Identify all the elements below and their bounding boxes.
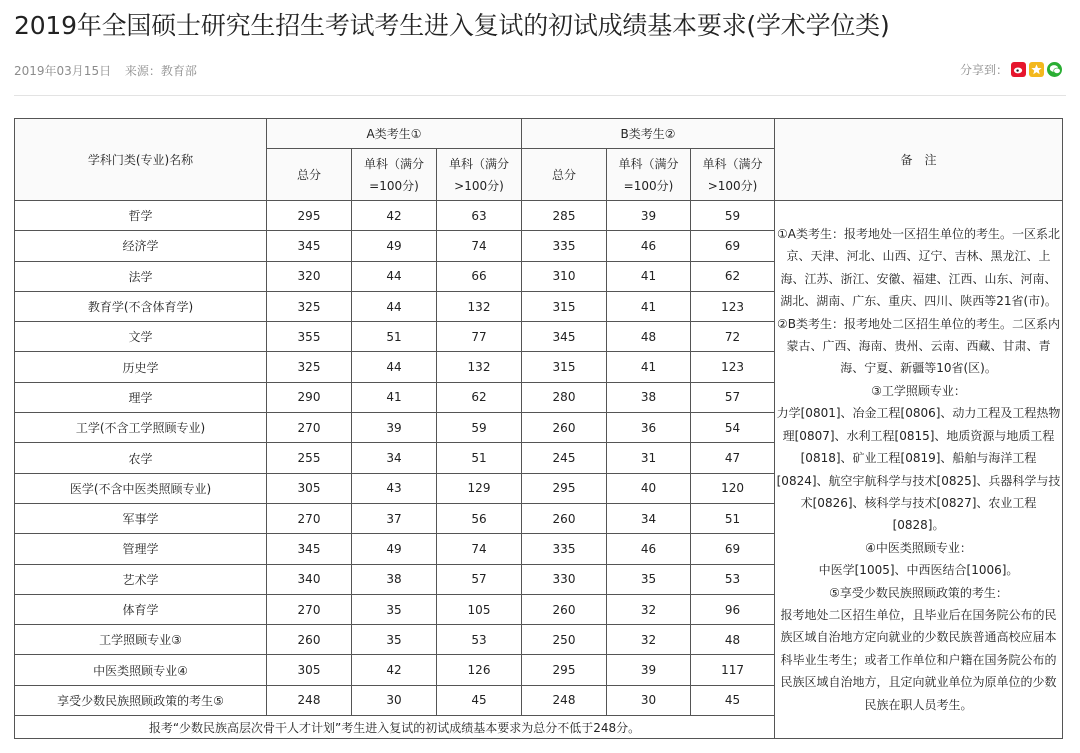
subject-name-cell: 历史学 [15,352,267,382]
a-single100-cell: 38 [352,564,437,594]
note-paragraph: ①A类考生：报考地处一区招生单位的考生。一区系北京、天津、河北、山西、辽宁、吉林、黑龙江、上海、江苏、浙江、安徽、福建、江西、山东、河南、湖北、湖南、广东、重庆、四川、陕西等21省(市)。 [777,227,1061,309]
a-single100-cell: 49 [352,231,437,261]
a-single-gt100-cell: 53 [437,625,522,655]
a-single-gt100-cell: 45 [437,685,522,715]
a-total-cell: 325 [267,291,352,321]
b-single-gt100-cell: 54 [691,413,775,443]
b-single100-cell: 48 [607,322,691,352]
share-label: 分享到： [959,63,1008,77]
a-total-cell: 355 [267,322,352,352]
a-total-cell: 305 [267,473,352,503]
a-single100-cell: 35 [352,625,437,655]
a-single100-cell: 34 [352,443,437,473]
b-total-cell: 285 [522,201,607,231]
b-total-cell: 260 [522,594,607,624]
a-single-gt100-cell: 129 [437,473,522,503]
a-total-cell: 270 [267,413,352,443]
a-single-gt100-cell: 77 [437,322,522,352]
a-single100-cell: 51 [352,322,437,352]
a-total-cell: 255 [267,443,352,473]
footnote: 报考“少数民族高层次骨干人才计划”考生进入复试的初试成绩基本要求为总分不低于248分。 [15,716,775,739]
article-meta [14,62,197,79]
b-total-cell: 335 [522,534,607,564]
b-single100-cell: 46 [607,231,691,261]
a-total-cell: 290 [267,382,352,412]
a-single-gt100-cell: 63 [437,201,522,231]
a-total-cell: 345 [267,231,352,261]
subject-name-cell: 农学 [15,443,267,473]
b-total-cell: 310 [522,261,607,291]
a-single100-cell: 35 [352,594,437,624]
b-total-cell: 248 [522,685,607,715]
a-single100-cell: 42 [352,201,437,231]
table-row [15,201,1063,231]
a-total-cell: 248 [267,685,352,715]
b-total-cell: 330 [522,564,607,594]
note-paragraph: ⑤享受少数民族照顾政策的考生： [829,585,1008,600]
a-total-cell: 305 [267,655,352,685]
qzone-icon[interactable] [1029,62,1044,77]
subject-name-cell: 体育学 [15,594,267,624]
b-single-gt100-cell: 123 [691,352,775,382]
a-total-cell: 260 [267,625,352,655]
notes-cell [775,201,1063,739]
b-single100-cell: 32 [607,594,691,624]
a-single100-cell: 37 [352,503,437,533]
header-b-single-gt100: 单科（满分>100分) [691,149,775,201]
subject-name-cell: 管理学 [15,534,267,564]
a-single100-cell: 39 [352,413,437,443]
subject-name-cell: 经济学 [15,231,267,261]
b-single-gt100-cell: 117 [691,655,775,685]
a-single-gt100-cell: 74 [437,534,522,564]
header-a-single-gt100: 单科（满分>100分) [437,149,522,201]
b-single100-cell: 41 [607,352,691,382]
a-single100-cell: 30 [352,685,437,715]
a-single-gt100-cell: 126 [437,655,522,685]
a-single-gt100-cell: 62 [437,382,522,412]
note-paragraph: ③工学照顾专业： [871,383,966,398]
b-single-gt100-cell: 120 [691,473,775,503]
a-single-gt100-cell: 51 [437,443,522,473]
a-single100-cell: 42 [352,655,437,685]
header-notes: 备 注 [775,119,1063,201]
b-single-gt100-cell: 62 [691,261,775,291]
b-total-cell: 295 [522,473,607,503]
b-single-gt100-cell: 69 [691,534,775,564]
a-single100-cell: 44 [352,261,437,291]
a-total-cell: 345 [267,534,352,564]
a-single-gt100-cell: 132 [437,291,522,321]
header-b-single100: 单科（满分=100分) [607,149,691,201]
subject-name-cell: 工学照顾专业③ [15,625,267,655]
subject-name-cell: 哲学 [15,201,267,231]
b-single100-cell: 41 [607,261,691,291]
subject-name-cell: 医学(不含中医类照顾专业) [15,473,267,503]
publish-date: 2019年03月15日 [14,64,112,78]
b-single-gt100-cell: 123 [691,291,775,321]
b-total-cell: 345 [522,322,607,352]
a-total-cell: 325 [267,352,352,382]
b-total-cell: 315 [522,352,607,382]
b-single-gt100-cell: 47 [691,443,775,473]
a-single-gt100-cell: 74 [437,231,522,261]
b-single-gt100-cell: 57 [691,382,775,412]
b-single-gt100-cell: 51 [691,503,775,533]
header-b-total: 总分 [522,149,607,201]
header-a-total: 总分 [267,149,352,201]
a-single-gt100-cell: 57 [437,564,522,594]
b-single100-cell: 40 [607,473,691,503]
header-subject: 学科门类(专业)名称 [15,119,267,201]
b-total-cell: 280 [522,382,607,412]
b-single-gt100-cell: 69 [691,231,775,261]
b-single100-cell: 30 [607,685,691,715]
subject-name-cell: 工学(不含工学照顾专业) [15,413,267,443]
note-paragraph: ④中医类照顾专业： [865,540,972,555]
subject-name-cell: 中医类照顾专业④ [15,655,267,685]
b-total-cell: 335 [522,231,607,261]
b-single100-cell: 36 [607,413,691,443]
header-group-b: B类考生② [522,119,775,149]
subject-name-cell: 教育学(不含体育学) [15,291,267,321]
subject-name-cell: 艺术学 [15,564,267,594]
a-total-cell: 270 [267,503,352,533]
b-total-cell: 295 [522,655,607,685]
a-single100-cell: 43 [352,473,437,503]
b-single100-cell: 39 [607,201,691,231]
a-single-gt100-cell: 59 [437,413,522,443]
a-single-gt100-cell: 105 [437,594,522,624]
a-single-gt100-cell: 132 [437,352,522,382]
weibo-icon[interactable] [1011,62,1026,77]
a-total-cell: 340 [267,564,352,594]
b-single100-cell: 32 [607,625,691,655]
subject-name-cell: 文学 [15,322,267,352]
divider [14,95,1066,96]
subject-name-cell: 理学 [15,382,267,412]
b-total-cell: 245 [522,443,607,473]
b-single-gt100-cell: 72 [691,322,775,352]
b-total-cell: 260 [522,503,607,533]
note-paragraph: 中医学[1005]、中西医结合[1006]。 [818,563,1019,578]
b-total-cell: 250 [522,625,607,655]
page-title: 2019年全国硕士研究生招生考试考生进入复试的初试成绩基本要求(学术学位类) [14,11,890,40]
a-single-gt100-cell: 66 [437,261,522,291]
header-group-a: A类考生① [267,119,522,149]
a-single100-cell: 44 [352,352,437,382]
subject-name-cell: 法学 [15,261,267,291]
a-single-gt100-cell: 56 [437,503,522,533]
b-single100-cell: 35 [607,564,691,594]
b-single100-cell: 46 [607,534,691,564]
a-single100-cell: 49 [352,534,437,564]
note-paragraph: ②B类考生：报考地处二区招生单位的考生。二区系内蒙古、广西、海南、贵州、云南、西藏、甘肃、青海、宁夏、新疆等10省(区)。 [777,316,1061,376]
b-single-gt100-cell: 96 [691,594,775,624]
a-single100-cell: 44 [352,291,437,321]
a-total-cell: 295 [267,201,352,231]
b-single100-cell: 31 [607,443,691,473]
b-single100-cell: 38 [607,382,691,412]
score-table [14,118,1063,739]
a-total-cell: 320 [267,261,352,291]
b-single100-cell: 34 [607,503,691,533]
header-a-single100: 单科（满分=100分) [352,149,437,201]
b-single100-cell: 39 [607,655,691,685]
wechat-icon[interactable] [1047,62,1062,77]
b-single-gt100-cell: 53 [691,564,775,594]
source-label: 来源：教育部 [124,64,197,78]
b-single-gt100-cell: 45 [691,685,775,715]
b-total-cell: 260 [522,413,607,443]
note-paragraph: 报考地处二区招生单位，且毕业后在国务院公布的民族区域自治地方定向就业的少数民族普通高校应届本科毕业生考生；或者工作单位和户籍在国务院公布的民族区域自治地方，且定向就业单位为原单位的少数民族在职人员考生。 [780,607,1057,712]
a-single100-cell: 41 [352,382,437,412]
note-paragraph: 力学[0801]、冶金工程[0806]、动力工程及工程热物理[0807]、水利工程[0815]、地质资源与地质工程[0818]、矿业工程[0819]、船舶与海洋工程[0824]、航空宇航科学与技术[0825]、兵器科学与技术[0826]、核科学与技术[0827]、农业工程[0828]。 [776,406,1061,533]
b-total-cell: 315 [522,291,607,321]
b-single-gt100-cell: 48 [691,625,775,655]
a-total-cell: 270 [267,594,352,624]
b-single-gt100-cell: 59 [691,201,775,231]
subject-name-cell: 享受少数民族照顾政策的考生⑤ [15,685,267,715]
b-single100-cell: 41 [607,291,691,321]
share-bar [960,61,1062,78]
subject-name-cell: 军事学 [15,503,267,533]
